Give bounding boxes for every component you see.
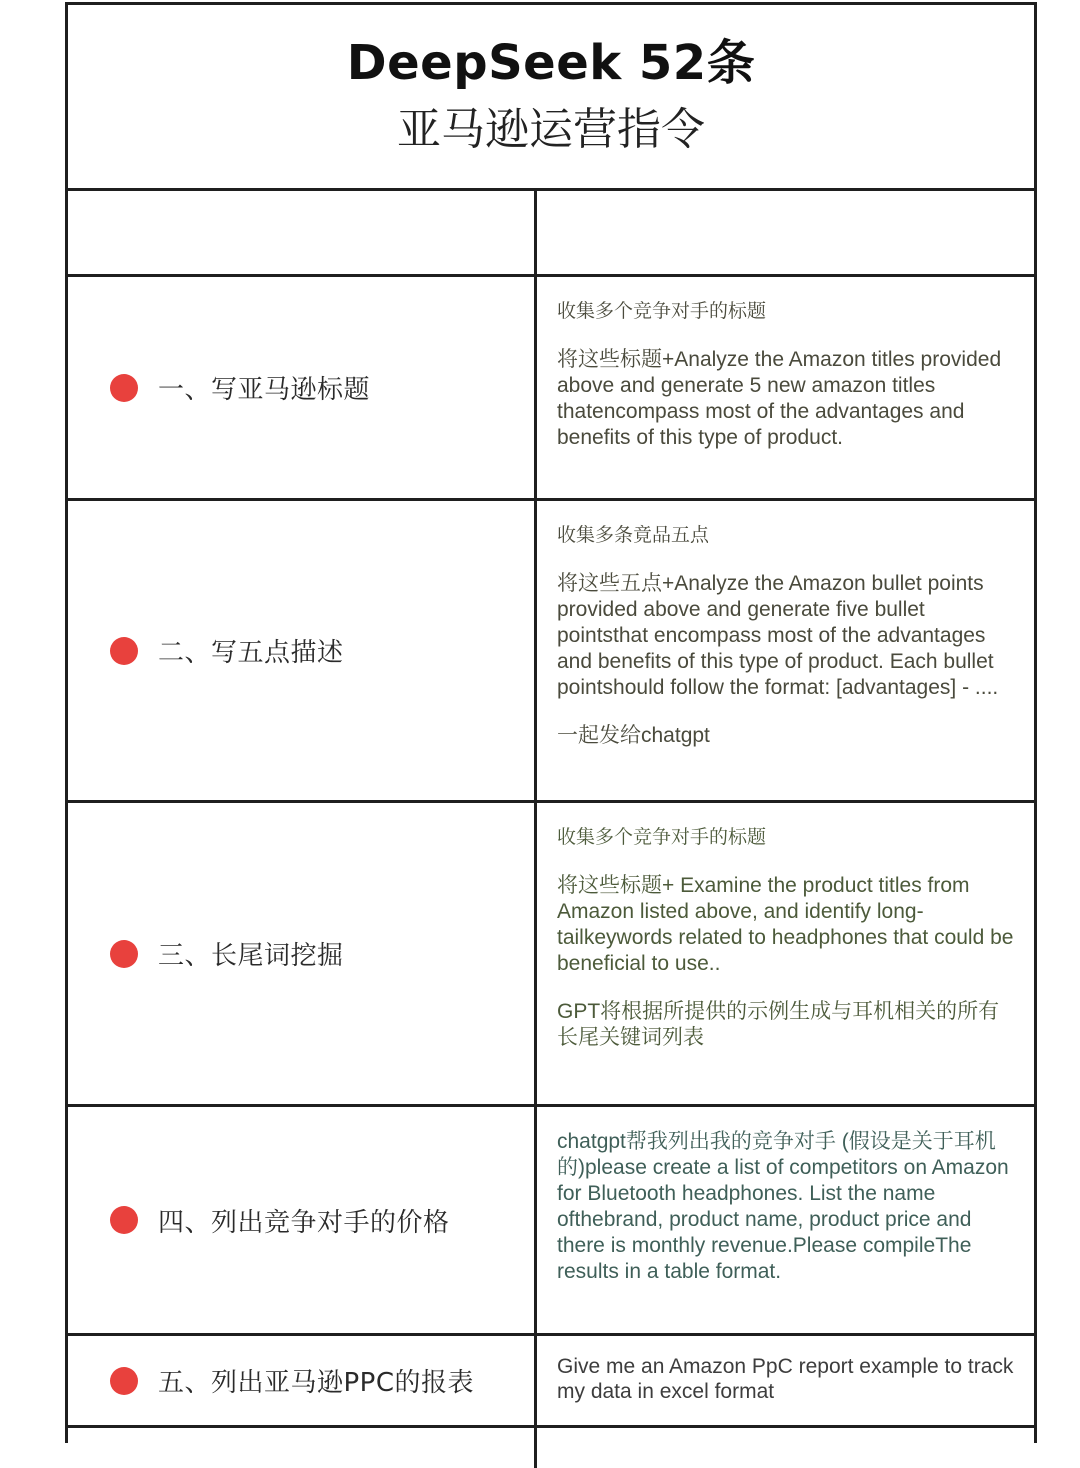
item-3-content-cell [537, 803, 1034, 1104]
table-row-5 [68, 1336, 1034, 1428]
table-row-2 [68, 501, 1034, 803]
item-3-label: 三、长尾词挖掘 [158, 941, 344, 971]
item-2-prompt: 将这些五点+Analyze the Amazon bullet points provided above and generate five bullet pointsthat encompass most of the advantages and benefits of this type of product. Each bullet pointshould follow the format: [advantages] - .... [557, 572, 999, 699]
item-3-note: 收集多个竞争对手的标题 [557, 827, 767, 848]
table-row-3 [68, 803, 1034, 1107]
red-dot-icon [110, 374, 138, 402]
partial-left-cell [68, 1428, 537, 1468]
item-3-extra: GPT将根据所提供的示例生成与耳机相关的所有长尾关键词列表 [557, 1000, 1000, 1049]
item-1-note: 收集多个竞争对手的标题 [557, 301, 767, 322]
empty-left-cell [68, 191, 537, 274]
item-1-label-cell [68, 277, 537, 498]
item-4-label-cell [68, 1107, 537, 1333]
red-dot-icon [110, 940, 138, 968]
item-3-label-cell [68, 803, 537, 1104]
item-5-prompt: Give me an Amazon PpC report example to track my data in excel format [557, 1355, 1014, 1403]
item-2-content-cell [537, 501, 1034, 800]
item-4-label: 四、列出竞争对手的价格 [158, 1207, 450, 1238]
table-row-partial [68, 1428, 1034, 1468]
table-row-1 [68, 277, 1034, 501]
red-dot-icon [110, 637, 138, 665]
red-dot-icon [110, 1367, 138, 1395]
item-1-prompt: 将这些标题+Analyze the Amazon titles provided above and generate 5 new amazon titles thatencompass most of the advantages and benefits of this type of product. [557, 348, 1002, 449]
item-1-label: 一、写亚马逊标题 [158, 375, 371, 405]
empty-right-cell [537, 191, 1034, 274]
item-1-content-cell [537, 277, 1034, 498]
item-4-content-cell [537, 1107, 1034, 1333]
item-5-label-cell [68, 1336, 537, 1425]
table-row-4 [68, 1107, 1034, 1336]
item-4-prompt: chatgpt帮我列出我的竞争对手 (假设是关于耳机的)please create a list of competitors on Amazon for Bluetooth headphones. List the name ofthebrand, product name, product price and there is monthly revenue.Please compileThe results in a table format. [557, 1130, 1009, 1283]
item-3-prompt: 将这些标题+ Examine the product titles from Amazon listed above, and identify long-tailkeywords related to headphones that could be beneficial to use.. [557, 874, 1014, 975]
item-5-label: 五、列出亚马逊PPC的报表 [158, 1368, 475, 1398]
item-2-extra: 一起发给chatgpt [557, 724, 710, 747]
partial-right-cell [537, 1428, 1034, 1468]
page-subtitle: 亚马逊运营指令 [397, 103, 705, 155]
item-5-content-cell [537, 1336, 1034, 1425]
item-2-note: 收集多条竟品五点 [557, 525, 710, 546]
item-2-label: 二、写五点描述 [158, 638, 344, 668]
instruction-table [65, 2, 1037, 1443]
table-header [68, 5, 1034, 191]
table-row-empty [68, 191, 1034, 277]
page-title: DeepSeek 52条 [346, 34, 756, 91]
item-2-label-cell [68, 501, 537, 800]
red-dot-icon [110, 1206, 138, 1234]
